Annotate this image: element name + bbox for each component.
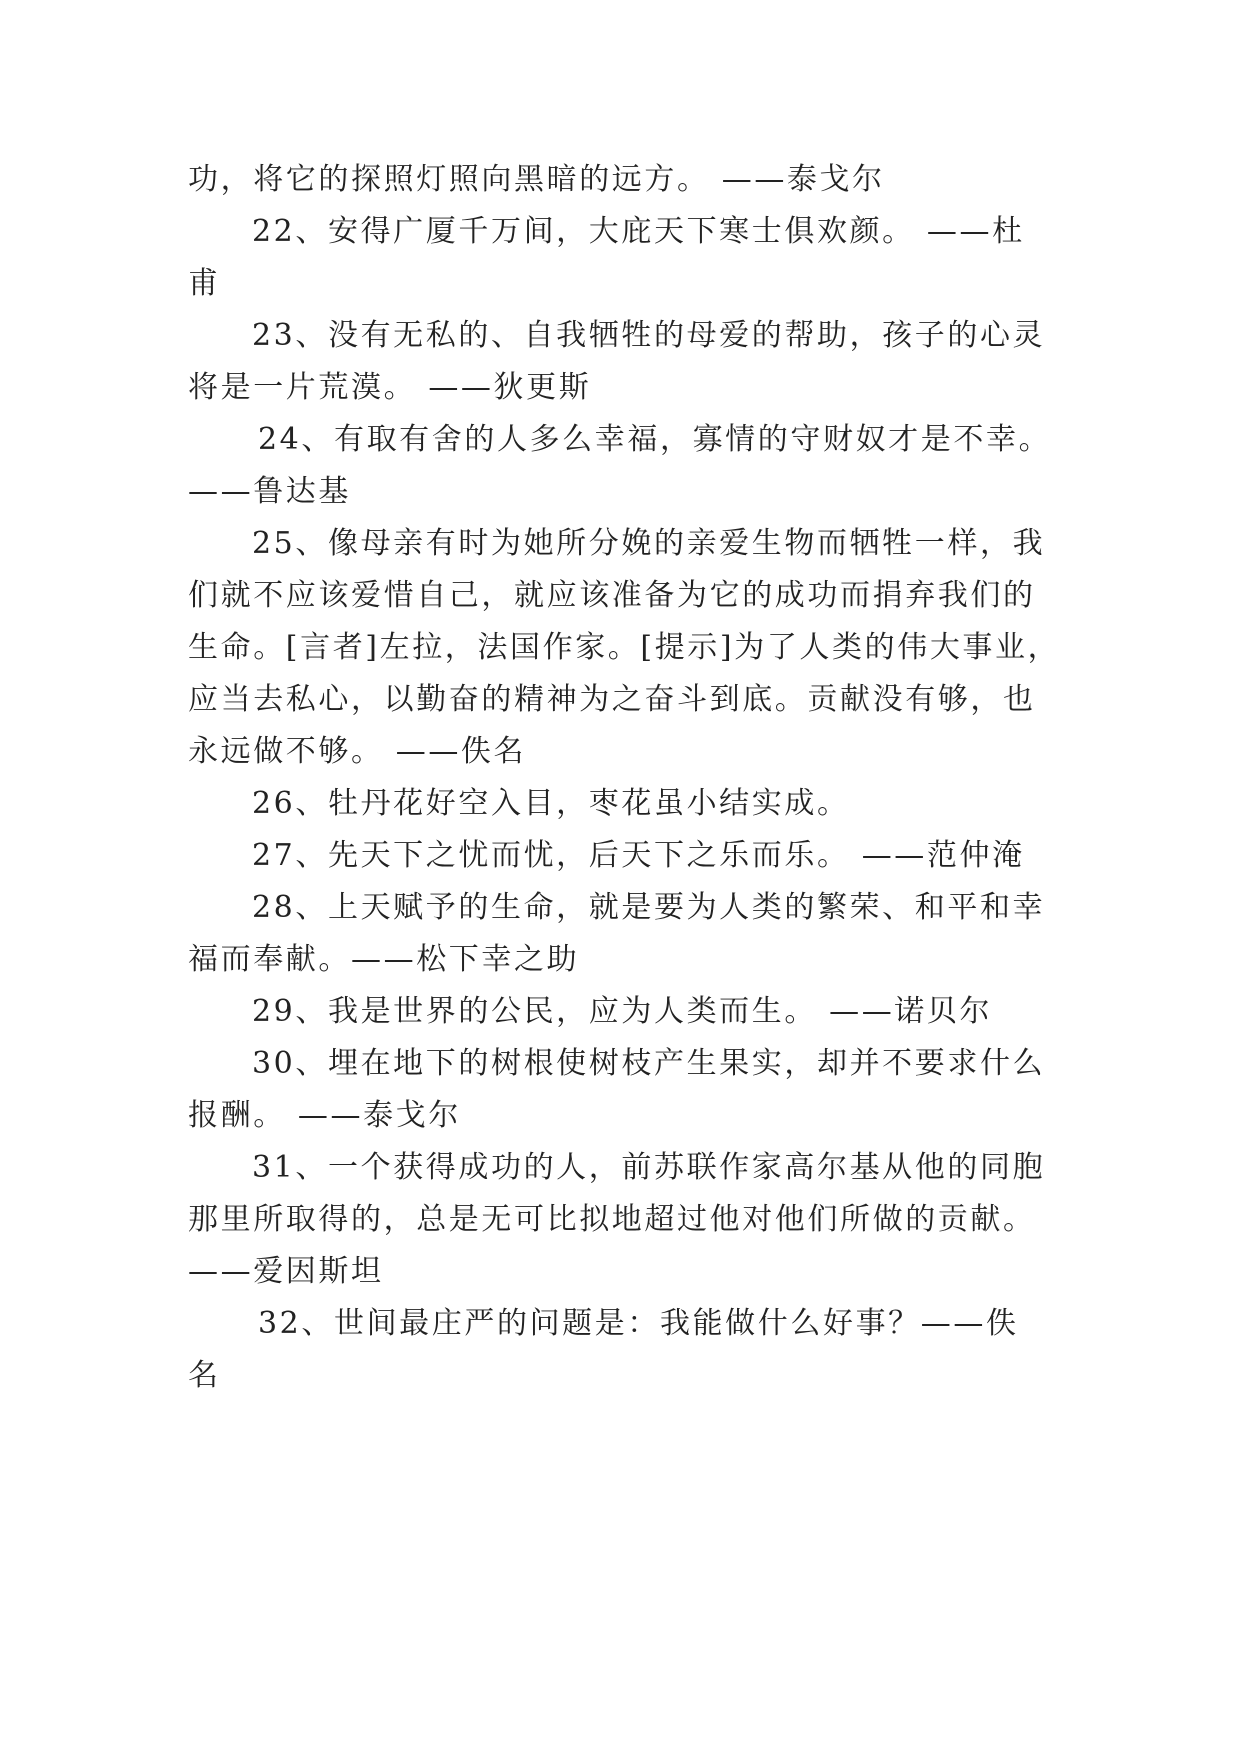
text-line: 生命。[言者]左拉，法国作家。[提示]为了人类的伟大事业， (188, 630, 1061, 665)
text-line: 那里所取得的，总是无可比拟地超过他对他们所做的贡献。 (188, 1202, 1036, 1237)
text-line: 24、有取有舍的人多么幸福，寡情的守财奴才是不幸。 (258, 422, 1052, 457)
text-line: 22、安得广厦千万间，大庇天下寒士俱欢颜。 ——杜 (252, 214, 1025, 249)
text-line: 甫 (188, 266, 221, 301)
text-line: 27、先天下之忧而忧，后天下之乐而乐。 ——范仲淹 (252, 838, 1025, 873)
text-line: 应当去私心，以勤奋的精神为之奋斗到底。贡献没有够，也 (188, 682, 1036, 717)
text-line: 名 (188, 1358, 221, 1393)
text-line: ——爱因斯坦 (188, 1254, 384, 1289)
text-line: 25、像母亲有时为她所分娩的亲爱生物而牺牲一样，我 (252, 526, 1046, 561)
text-line: 23、没有无私的、自我牺牲的母爱的帮助，孩子的心灵 (252, 318, 1046, 353)
text-line: 将是一片荒漠。 ——狄更斯 (188, 370, 592, 405)
text-line: 29、我是世界的公民，应为人类而生。 ——诺贝尔 (252, 994, 993, 1029)
text-line: 们就不应该爱惜自己，就应该准备为它的成功而捐弃我们的 (188, 578, 1036, 613)
text-line: 永远做不够。 ——佚名 (188, 734, 527, 769)
text-line: 28、上天赋予的生命，就是要为人类的繁荣、和平和幸 (252, 890, 1046, 925)
text-line: 30、埋在地下的树根使树枝产生果实，却并不要求什么 (252, 1046, 1046, 1081)
text-line: 26、牡丹花好空入目，枣花虽小结实成。 (252, 786, 850, 821)
text-line: 福而奉献。——松下幸之助 (188, 942, 580, 977)
text-line: 31、一个获得成功的人，前苏联作家高尔基从他的同胞 (252, 1150, 1046, 1185)
text-line: 32、世间最庄严的问题是：我能做什么好事？——佚 (258, 1306, 1019, 1341)
text-line: 报酬。 ——泰戈尔 (188, 1098, 461, 1133)
text-line: 功，将它的探照灯照向黑暗的远方。 ——泰戈尔 (188, 162, 885, 197)
text-line: ——鲁达基 (188, 474, 351, 509)
